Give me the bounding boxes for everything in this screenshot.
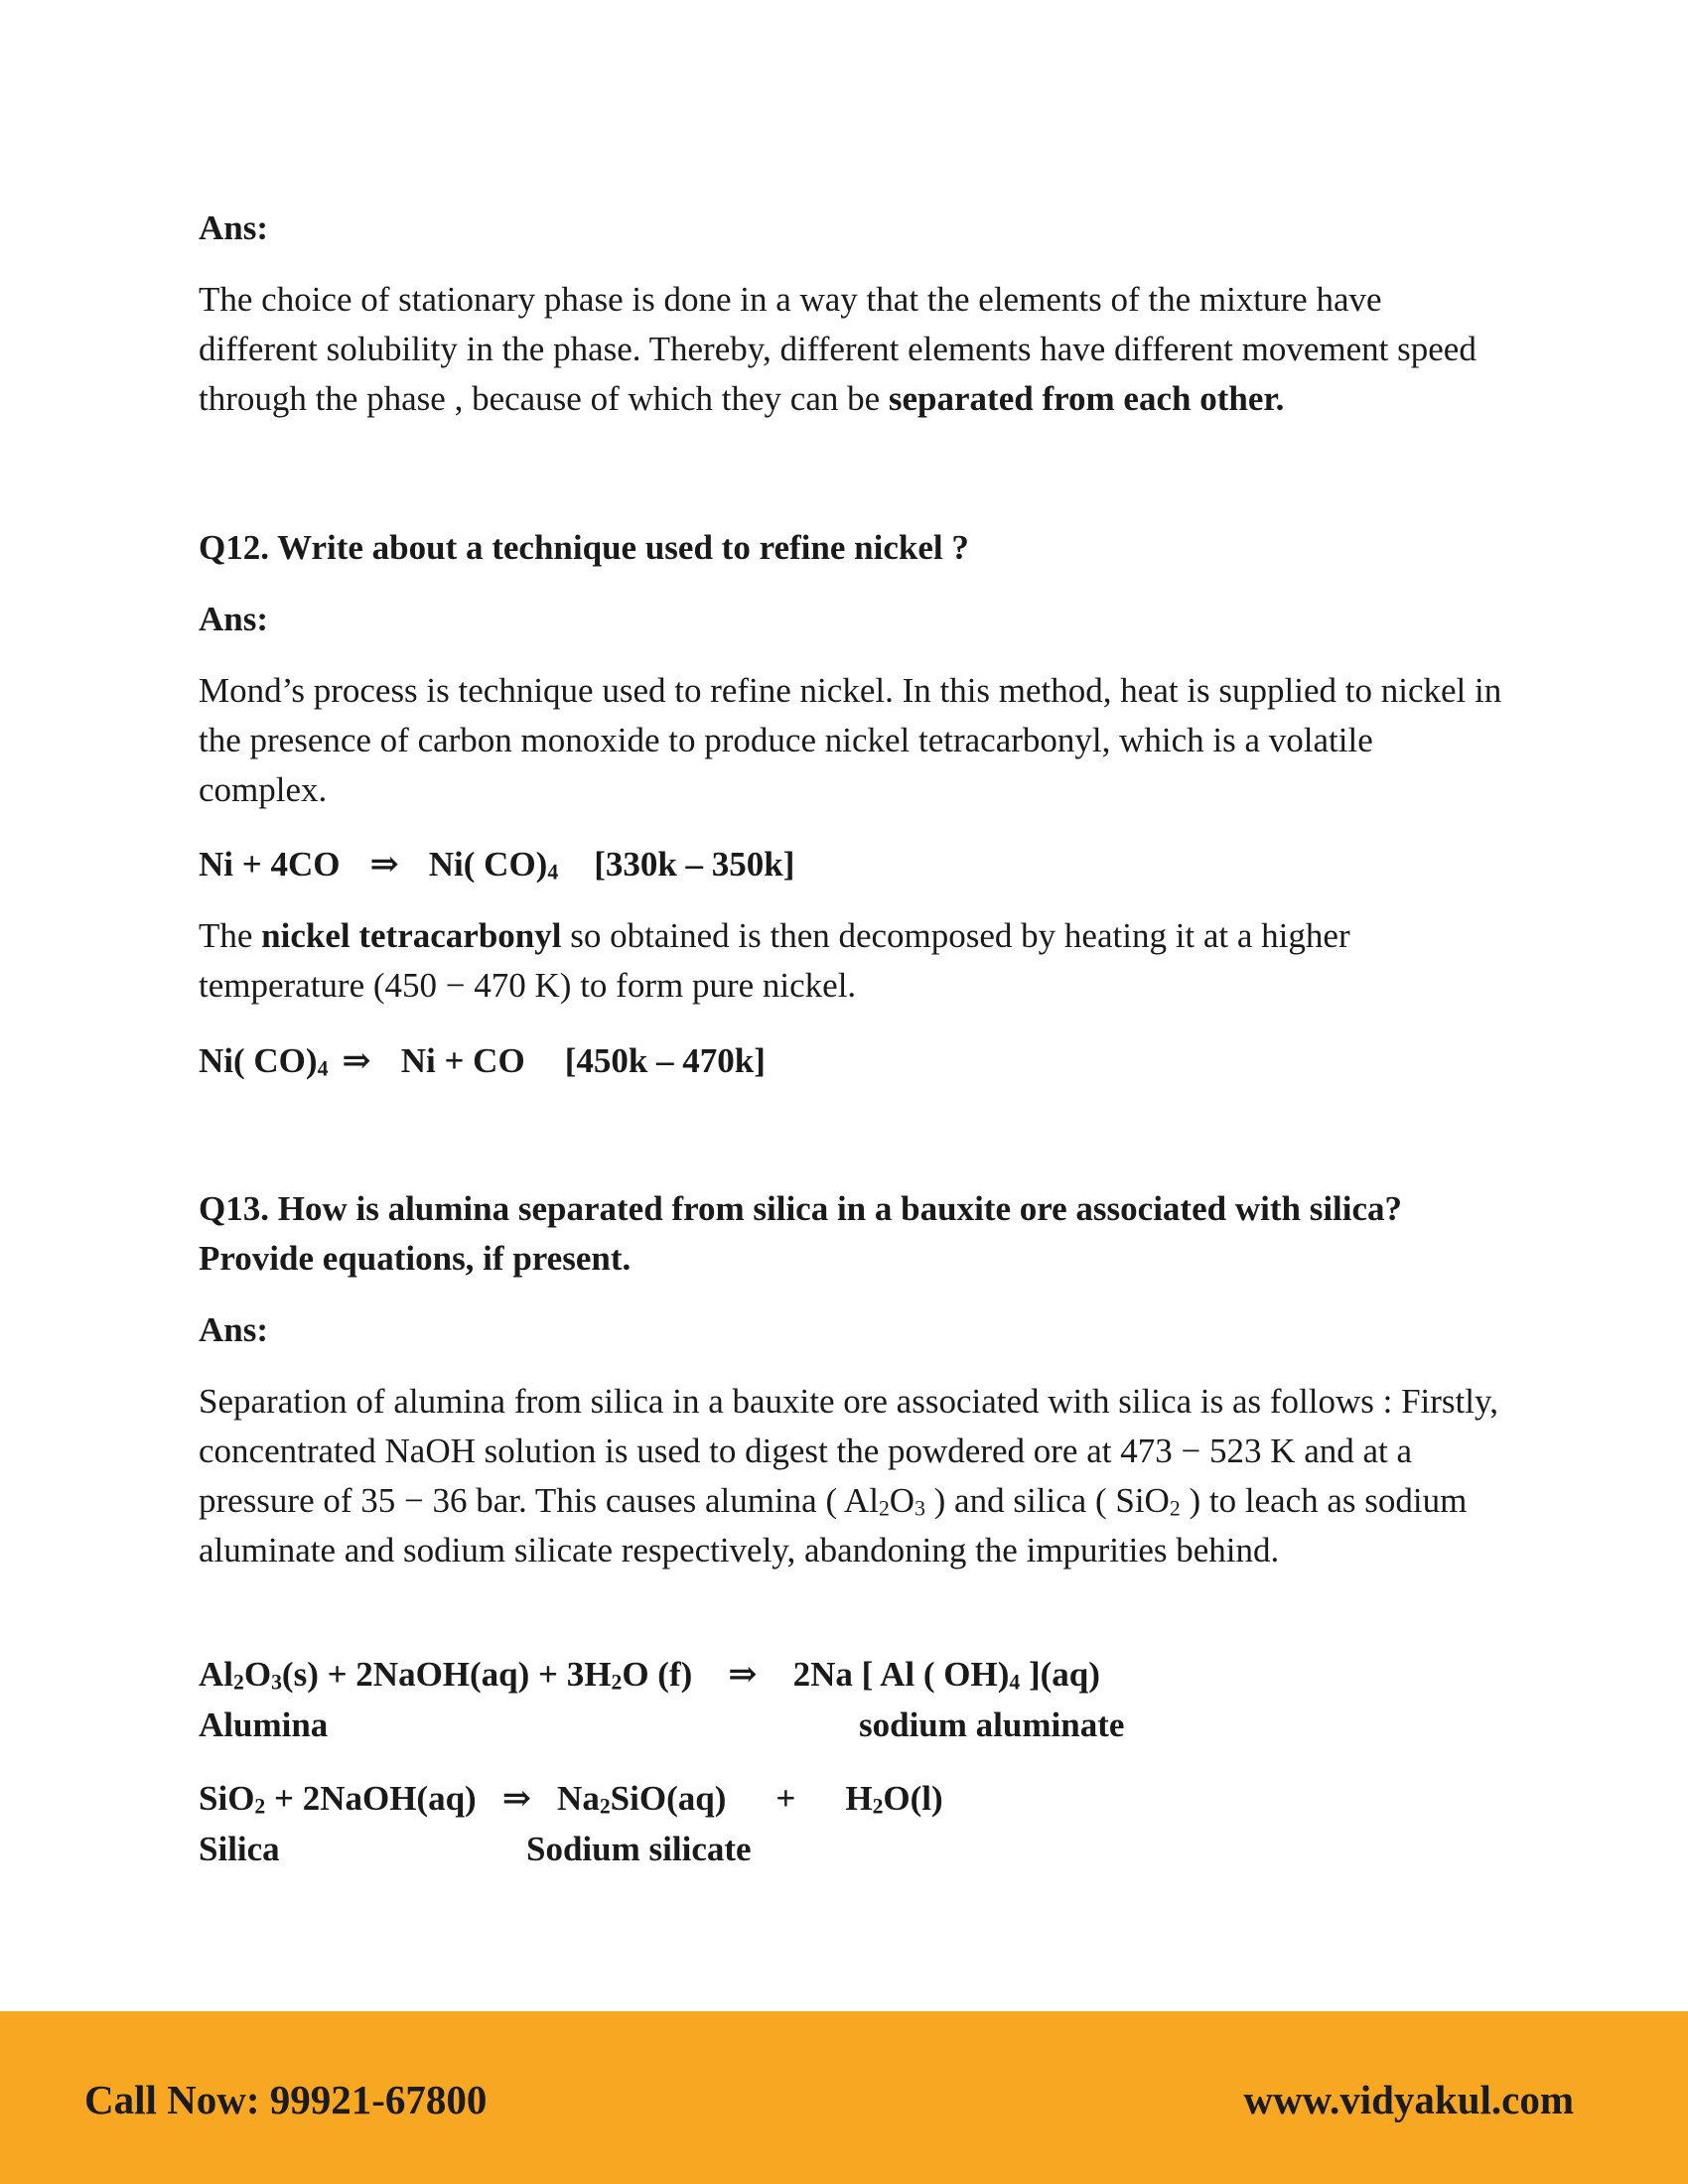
footer-banner xyxy=(0,2011,1688,2184)
eq-part: 2Na [ Al ( OH) xyxy=(792,1655,1010,1694)
arrow-icon: ⇒ xyxy=(342,1041,371,1080)
eq-part: SiO xyxy=(199,1779,255,1818)
eq-rhs: Ni + CO xyxy=(400,1041,525,1080)
q13-question-line1: Q13. How is alumina separated from silica in a bauxite ore associated with silica? xyxy=(199,1189,1403,1228)
eq-subscript: 4 xyxy=(1009,1670,1021,1695)
q13-equation-1 xyxy=(199,1650,1100,1700)
q11-answer-text: The choice of stationary phase is done in a way that the elements of the mixture have different solubility in the phase. Thereby, different elements have different movement speed through the phase , because of which they can be xyxy=(199,280,1477,418)
q13-question xyxy=(199,1184,1509,1284)
eq-lhs: Ni + 4CO xyxy=(199,845,341,884)
eq-subscript: 2 xyxy=(233,1670,244,1695)
q11-answer xyxy=(199,275,1509,424)
q12-question: Q12. Write about a technique used to refine nickel ? xyxy=(199,528,969,567)
para-subscript: 2 xyxy=(1169,1496,1181,1521)
para-subscript: 3 xyxy=(914,1496,925,1521)
eq-part: Al xyxy=(199,1655,233,1694)
eq-subscript: 4 xyxy=(317,1056,329,1081)
q13-para xyxy=(199,1377,1509,1575)
arrow-icon: ⇒ xyxy=(369,845,399,884)
para-part: ) to leach as sodium aluminate and sodium silicate respectively, abandoning the impurities behind. xyxy=(199,1481,1468,1570)
eq-part: O (f) xyxy=(622,1655,693,1694)
para-subscript: 2 xyxy=(878,1496,890,1521)
para-part: Separation of alumina from silica in a bauxite ore associated with silica is as follows : Firstly, concentrated NaOH solution is used to digest the powdered ore at 473 − 523 K and at a pressure of 35 − 36 bar. This causes alumina ( Al xyxy=(199,1382,1498,1520)
q13-eq1-label-left: Alumina xyxy=(199,1706,329,1744)
call-now-text[interactable]: Call Now: 99921-67800 xyxy=(84,2077,488,2122)
eq-subscript: 2 xyxy=(254,1794,266,1819)
q13-ans-label: Ans: xyxy=(199,1310,269,1349)
eq-subscript: 2 xyxy=(611,1670,623,1695)
q12-para1: Mond’s process is technique used to refine nickel. In this method, heat is supplied to nickel in the presence of carbon monoxide to produce nickel tetracarbonyl, which is a volatile complex. xyxy=(199,671,1502,809)
para2-pre: The xyxy=(199,916,262,955)
arrow-icon: ⇒ xyxy=(501,1779,532,1818)
para2-post: so obtained is then decomposed by heating it at a higher temperature (450 − 470 K) to form pure nickel. xyxy=(199,916,1350,1005)
q12-para2 xyxy=(199,911,1509,1011)
q13-eq1-label-right: sodium aluminate xyxy=(859,1706,1125,1744)
q12-equation-1 xyxy=(199,840,794,889)
eq-part: ](aq) xyxy=(1020,1655,1100,1694)
para-part: O xyxy=(889,1481,915,1520)
eq-part: Na xyxy=(557,1779,600,1818)
q12-ans-label: Ans: xyxy=(199,600,269,638)
eq-part: SiO(aq) xyxy=(610,1779,727,1818)
arrow-icon: ⇒ xyxy=(728,1655,758,1694)
eq-lhs: Ni( CO) xyxy=(199,1041,318,1080)
eq-part: H xyxy=(845,1779,873,1818)
eq-part: O(l) xyxy=(883,1779,943,1818)
para-part: ) and silica ( SiO xyxy=(924,1481,1170,1520)
eq-condition: [450k – 470k] xyxy=(564,1041,766,1080)
eq-subscript: 4 xyxy=(547,860,559,885)
q11-answer-bold: separated from each other. xyxy=(888,379,1285,418)
eq-part: (s) + 2NaOH(aq) + 3H xyxy=(281,1655,612,1694)
q13-eq2-label-left: Silica xyxy=(199,1830,280,1868)
plus-sign: + xyxy=(775,1779,796,1818)
website-link[interactable]: www.vidyakul.com xyxy=(1243,2077,1574,2122)
q13-question-line2: Provide equations, if present. xyxy=(199,1239,632,1278)
eq-part: O xyxy=(243,1655,272,1694)
q13-eq2-label-right: Sodium silicate xyxy=(526,1830,752,1868)
q13-equation-2 xyxy=(199,1774,943,1824)
eq-subscript: 3 xyxy=(271,1670,282,1695)
eq-subscript: 2 xyxy=(599,1794,611,1819)
eq-part: + 2NaOH(aq) xyxy=(265,1779,477,1818)
para2-bold: nickel tetracarbonyl xyxy=(261,916,562,955)
eq-condition: [330k – 350k] xyxy=(594,845,795,884)
eq-subscript: 2 xyxy=(872,1794,884,1819)
eq-rhs: Ni( CO) xyxy=(428,845,548,884)
q11-ans-label: Ans: xyxy=(199,208,269,247)
q12-equation-2 xyxy=(199,1036,766,1086)
